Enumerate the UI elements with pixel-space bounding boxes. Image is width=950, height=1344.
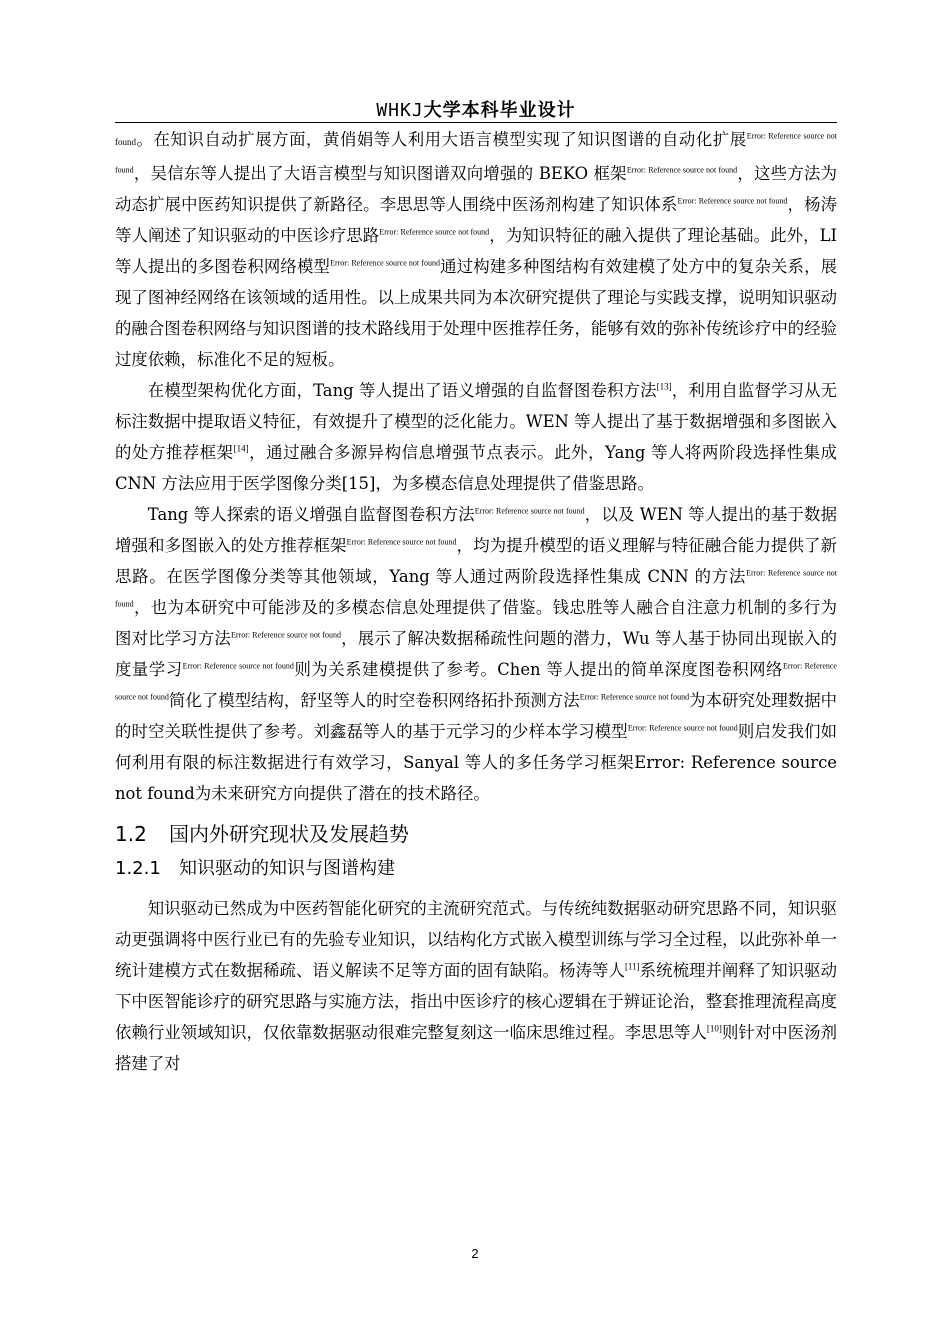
reference-error: Error: Reference source not found xyxy=(626,165,738,175)
header-title: 大学本科毕业设计 xyxy=(423,100,576,121)
reference-error: Error: Reference source not found xyxy=(474,506,585,516)
reference-error: Error: Reference source not found xyxy=(379,227,490,237)
p3-text-9: 则启发我们如何利用有限的标注数据进行有效学习，Sanyal 等人的多任务学习框架Error: Reference source not found为未来研究方向提供了潜在的技术路径。 xyxy=(115,722,838,803)
page-number: 2 xyxy=(471,1246,479,1261)
p2-text-1: 在模型架构优化方面，Tang 等人提出了语义增强的自监督图卷积方法 xyxy=(147,381,657,400)
section-title: 国内外研究现状及发展趋势 xyxy=(169,822,409,846)
subsection-title: 知识驱动的知识与图谱构建 xyxy=(179,858,395,879)
citation-10: [10] xyxy=(706,1023,722,1034)
p3-text-1: Tang 等人探索的语义增强自监督图卷积方法 xyxy=(147,505,475,524)
document-body xyxy=(115,124,837,1079)
p3-text-4: ，也为本研究中可能涉及的多模态信息处理提供了借鉴。钱忠胜等人融合自注意力机制的多行为图对比学习方法 xyxy=(115,598,837,648)
p1-text-3: ，这些方法为动态扩展中医药知识提供了新路径。李思思等人围绕中医汤剂构建了知识体系 xyxy=(115,164,838,214)
p4-text-1: 知识驱动已然成为中医药智能化研究的主流研究范式。与传统纯数据驱动研究思路不同，知识驱动更强调将中医行业已有的先验专业知识，以结构化方式嵌入模型训练与学习全过程，以此弥补单一统计建模方式在数据稀疏、语义解读不足等方面的固有缺陷。杨涛等人 xyxy=(115,899,837,980)
paragraph-3 xyxy=(115,499,837,809)
reference-error: Error: Reference source not found xyxy=(182,661,294,671)
reference-error: Error: Reference source not found xyxy=(627,723,738,733)
header-prefix: WHKJ xyxy=(376,100,424,121)
lead-fragment: found xyxy=(115,137,136,147)
p1-text-6: 通过构建多种图结构有效建模了处方中的复杂关系，展现了图神经网络在该领域的适用性。以上成果共同为本次研究提供了理论与实践支撑，说明知识驱动的融合图卷积网络与知识图谱的技术路线用于处理中医推荐任务，能够有效的弥补传统诊疗中的经验过度依赖，标准化不足的短板。 xyxy=(115,257,838,369)
p1-text-5: ，为知识特征的融入提供了理论基础。此外，LI 等人提出的多图卷积网络模型 xyxy=(115,226,838,276)
p3-text-7: 简化了模型结构，舒坚等人的时空卷积网络拓扑预测方法 xyxy=(168,691,580,710)
paragraph-4 xyxy=(115,893,837,1079)
p3-text-3: ，均为提升模型的语义理解与特征融合能力提供了新思路。在医学图像分类等其他领域，Yang 等人通过两阶段选择性集成 CNN 的方法 xyxy=(115,536,838,586)
reference-error: Error: Reference source not found xyxy=(115,131,837,175)
p2-text-2: ，利用自监督学习从无标注数据中提取语义特征，有效提升了模型的泛化能力。WEN 等人提出了基于数据增强和多图嵌入的处方推荐框架 xyxy=(115,381,837,462)
reference-error: Error: Reference source not found xyxy=(230,630,341,640)
citation-14: [14] xyxy=(233,443,249,454)
reference-error: Error: Reference source not found xyxy=(677,196,788,206)
p4-text-2: 系统梳理并阐释了知识驱动下中医智能诊疗的研究思路与实施方法，指出中医诊疗的核心逻辑在于辨证论治，整套推理流程高度依赖行业领域知识，仅依靠数据驱动很难完整复刻这一临床思维过程。李思思等人 xyxy=(115,961,838,1042)
header-rule xyxy=(115,122,837,123)
subsection-number: 1.2.1 xyxy=(115,858,161,879)
section-heading xyxy=(115,821,837,847)
reference-error: Error: Reference source not found xyxy=(330,258,440,268)
citation-11: [11] xyxy=(624,961,640,972)
p3-text-8: 为本研究处理数据中的时空关联性提供了参考。刘鑫磊等人的基于元学习的少样本学习模型 xyxy=(115,691,838,741)
p3-text-6: 则为关系建模提供了参考。Chen 等人提出的简单深度图卷积网络 xyxy=(293,660,783,679)
p3-text-5: ，展示了解决数据稀疏性问题的潜力，Wu 等人基于协同出现嵌入的度量学习 xyxy=(115,629,838,679)
reference-error: Error: Reference source not found xyxy=(115,568,837,609)
reference-error: Error: Reference source not found xyxy=(115,661,837,702)
reference-error: Error: Reference source not found xyxy=(579,692,690,702)
section-number: 1.2 xyxy=(115,822,147,846)
p1-text-1: 。在知识自动扩展方面，黄俏娟等人利用大语言模型实现了知识图谱的自动化扩展 xyxy=(136,130,747,149)
p3-text-2: ，以及 WEN 等人提出的基于数据增强和多图嵌入的处方推荐框架 xyxy=(115,505,837,555)
p4-text-3: 则针对中医汤剂搭建了对 xyxy=(115,1023,837,1073)
p1-text-2: ，吴信东等人提出了大语言模型与知识图谱双向增强的 BEKO 框架 xyxy=(133,164,627,183)
subsection-heading xyxy=(115,857,837,881)
page-header xyxy=(115,96,837,122)
p1-text-4: ，杨涛等人阐述了知识驱动的中医诊疗思路 xyxy=(115,195,838,245)
citation-13: [13] xyxy=(656,381,672,392)
p2-text-3: ，通过融合多源异构信息增强节点表示。此外，Yang 等人将两阶段选择性集成 CNN 方法应用于医学图像分类[15]，为多模态信息处理提供了借鉴思路。 xyxy=(115,443,838,493)
paragraph-1 xyxy=(115,124,837,375)
paragraph-2 xyxy=(115,375,837,499)
reference-error: Error: Reference source not found xyxy=(346,537,457,547)
